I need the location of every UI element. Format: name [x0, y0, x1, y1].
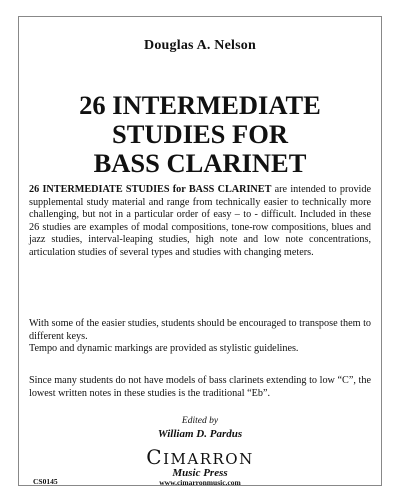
- description-paragraph-2: With some of the easier studies, students should be encouraged to transpose them to different keys.: [29, 318, 371, 342]
- description-paragraph-1-text: are intended to provide supplemental study material and range from technically easier to technically more challenging, but not in a particular order of easy – to - difficult. Included in these 26 studies are examples of modal compositions, tone-row compositions, blues and jazz studies, interval-leaping studies, high note and low note concentrations, articulation studies of several types and studies with changing meters.: [29, 184, 371, 258]
- title-line-3: BASS CLARINET: [93, 148, 307, 178]
- editor-name: William D. Pardus: [157, 428, 243, 440]
- publisher-press: Music Press: [172, 467, 228, 479]
- edited-by-label: Edited by: [181, 416, 219, 426]
- catalog-code: CS0145: [33, 477, 58, 486]
- publisher-website: www.cimarronmusic.com: [159, 478, 241, 487]
- cover-title: [0, 91, 400, 178]
- description-lead: 26 INTERMEDIATE STUDIES for BASS CLARINET: [29, 184, 272, 195]
- author-name: Douglas A. Nelson: [144, 38, 256, 53]
- title-line-2: STUDIES FOR: [112, 119, 288, 149]
- logo-initial: C: [146, 445, 164, 469]
- logo-rest: IMARRON: [163, 450, 254, 468]
- description-paragraph-4: Since many students do not have models of bass clarinets extending to low “C”, the lowest written notes in these studies is the traditional “Eb”.: [29, 375, 371, 399]
- description-paragraph-1: [29, 184, 371, 259]
- title-line-1: 26 INTERMEDIATE: [79, 90, 321, 120]
- description-paragraph-3: Tempo and dynamic markings are provided as stylistic guidelines.: [29, 343, 299, 354]
